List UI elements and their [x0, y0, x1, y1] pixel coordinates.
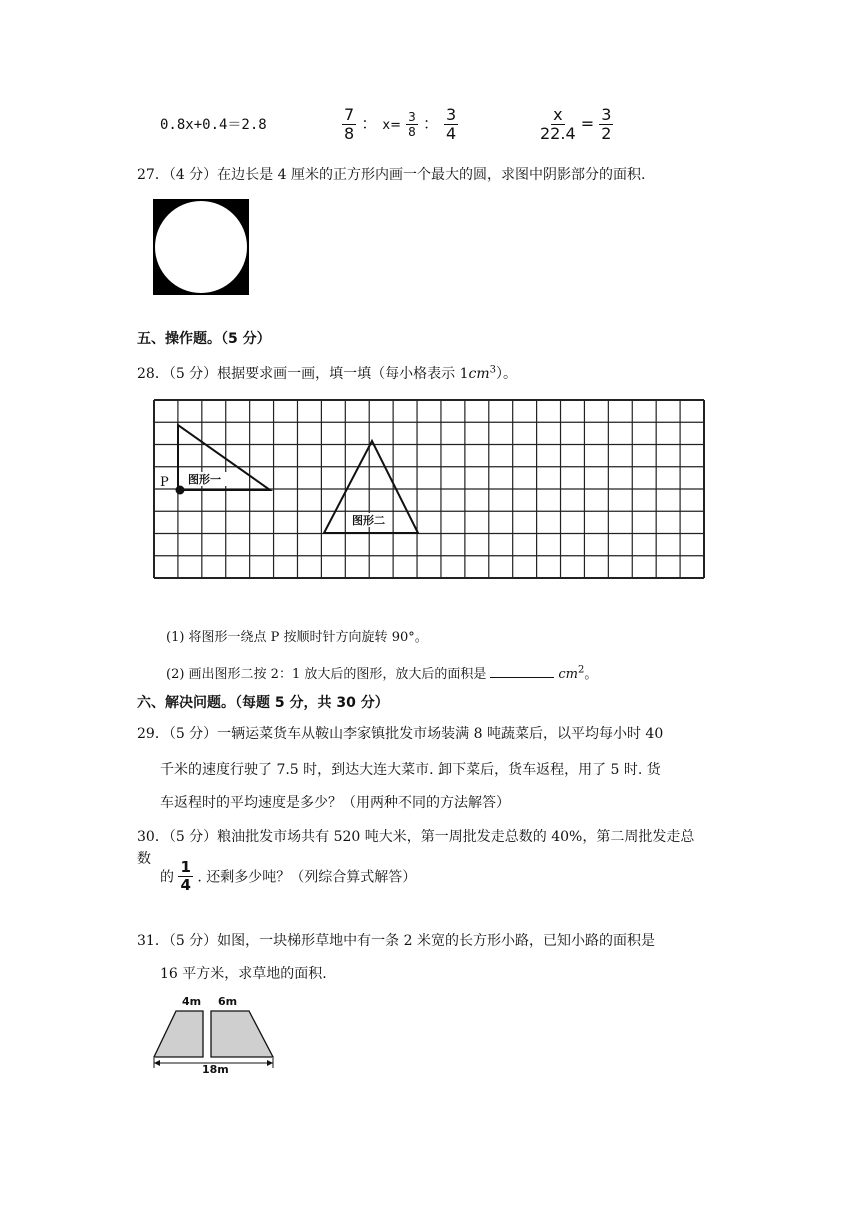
grid-figure	[150, 396, 710, 582]
fraction-x-22-4: $\frac{x}{22.4}$	[540, 105, 576, 143]
question-28: 28．（5 分）根据要求画一画，填一填（每小格表示 $1cm^3$）。	[137, 364, 518, 382]
question-28-part-1: (1) 将图形一绕点 P 按顺时针方向旋转 90°。	[166, 630, 428, 645]
label-6m: 6m	[218, 995, 238, 1008]
fraction-7-8: $\frac{7}{8}$	[344, 105, 355, 143]
question-30-line-1: 30．（5 分）粮油批发市场共有 520 吨大米，第一周批发走总数的 40%，第二周批发走总	[137, 829, 695, 845]
equation-2: $\frac{7}{8}$ ： x= $\frac{3}{8}$ ： $\frac{3}{4}$	[344, 105, 457, 143]
figure-1-label: 图形一	[188, 473, 221, 486]
question-31-line-2: 16 平方米，求草地的面积.	[160, 966, 327, 982]
trapezoid-right	[211, 1011, 273, 1057]
square-circle-figure	[152, 198, 250, 296]
question-30-line-2: 数	[137, 851, 151, 867]
equation-3: $\frac{x}{22.4}$ = $\frac{3}{2}$	[540, 105, 612, 143]
fraction-3-4: $\frac{3}{4}$	[445, 105, 457, 143]
trapezoid-figure	[148, 990, 280, 1074]
answer-blank[interactable]	[490, 665, 554, 678]
question-29-line-2: 千米的速度行驶了 7.5 时，到达大连大菜市. 卸下菜后，货车返程，用了 5 时. 货	[160, 762, 661, 778]
label-4m: 4m	[182, 995, 202, 1008]
fraction-3-8: $\frac{3}{8}$	[408, 110, 416, 139]
fraction-3-2: $\frac{3}{2}$	[601, 105, 612, 143]
question-29-line-3: 车返程时的平均速度是多少？（用两种不同的方法解答）	[160, 795, 510, 811]
label-18m: 18m	[202, 1063, 229, 1074]
trapezoid-left	[154, 1011, 203, 1057]
equation-1: 0.8x+0.4＝2.8	[160, 117, 267, 133]
question-29-line-1: 29．（5 分）一辆运菜货车从鞍山李家镇批发市场装满 8 吨蔬菜后，以平均每小时 40	[137, 726, 664, 742]
question-27: 27．（4 分）在边长是 4 厘米的正方形内画一个最大的圆，求图中阴影部分的面积.	[137, 167, 646, 183]
section-6-title: 六、解决问题。（每题 5 分，共 30 分）	[137, 695, 389, 711]
section-5-title: 五、操作题。（5 分）	[137, 331, 271, 347]
question-31-line-1: 31．（5 分）如图，一块梯形草地中有一条 2 米宽的长方形小路，已知小路的面积是	[137, 933, 655, 949]
fraction-1-4: $\frac{1}{4}$	[180, 858, 191, 894]
point-p	[176, 486, 185, 495]
figure-2-label: 图形二	[352, 514, 385, 527]
point-p-label: P	[160, 475, 169, 490]
question-30-line-3: 的 $\frac{1}{4}$ . 还剩多少吨？（列综合算式解答）	[160, 858, 417, 894]
question-28-part-2: (2) 画出图形二按 2：1 放大后的图形，放大后的面积是 $cm^2$。	[166, 664, 598, 682]
